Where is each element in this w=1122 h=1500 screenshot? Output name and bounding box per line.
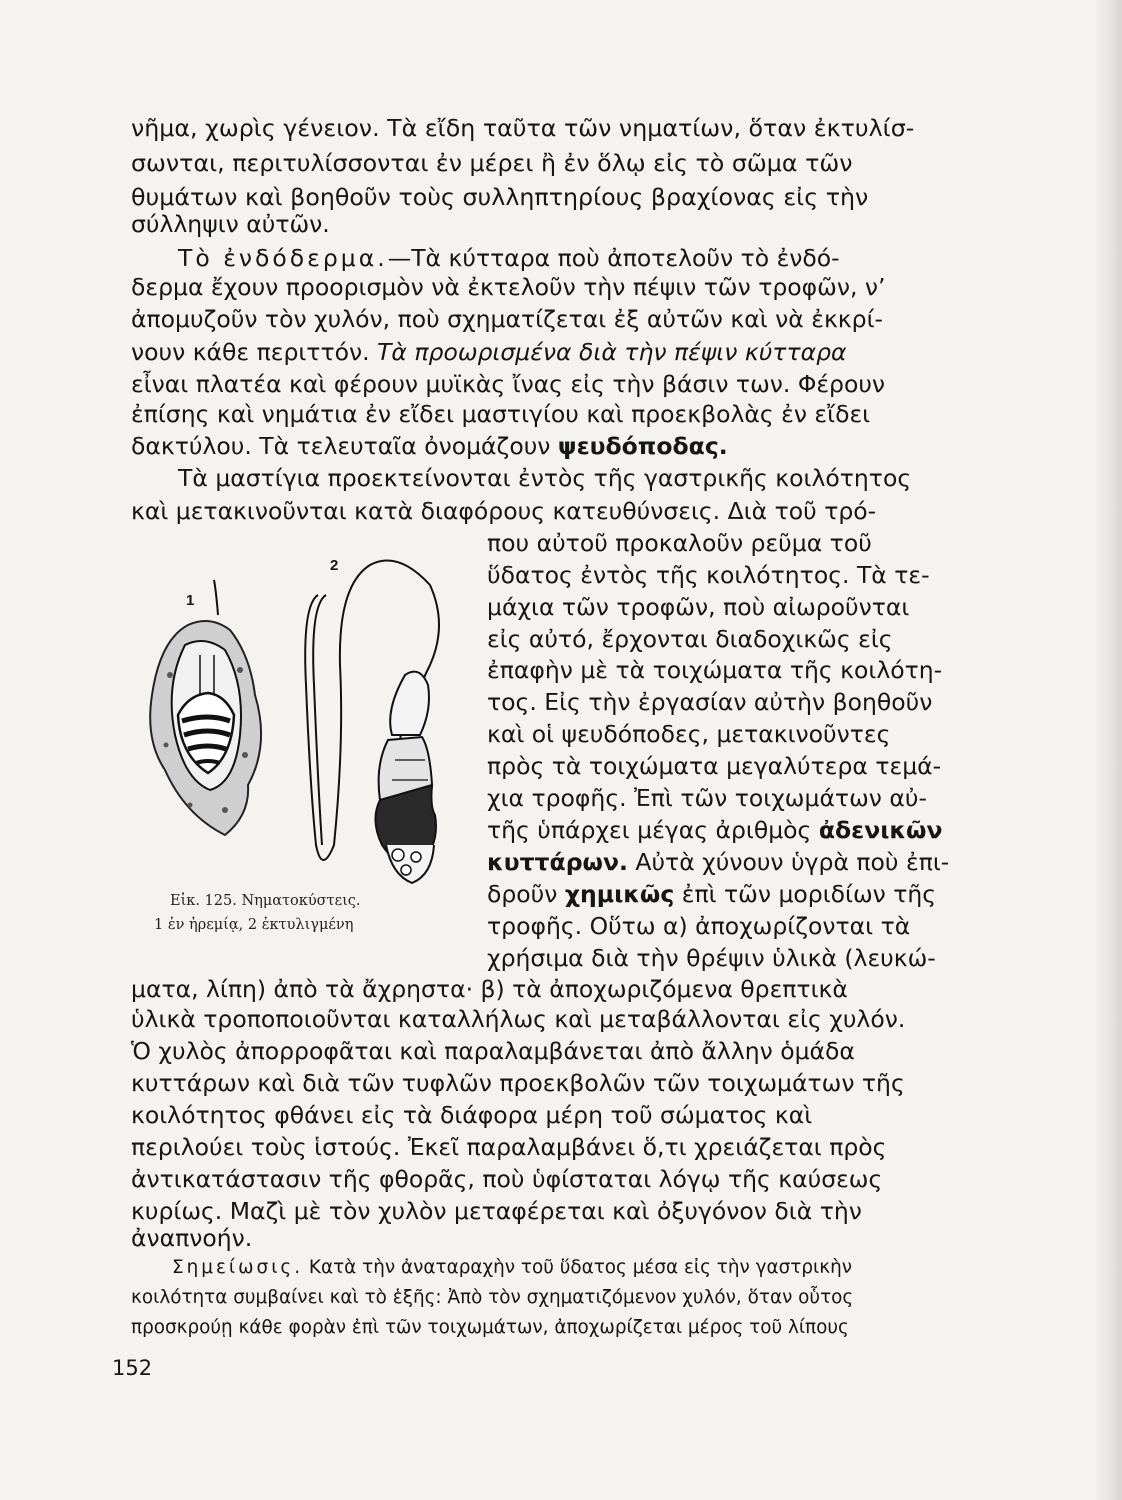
bold-term: ἀδενικῶν xyxy=(818,816,943,844)
right-column-line: μάχια τῶν τροφῶν, ποὺ αἰωροῦνται xyxy=(487,593,910,621)
body-line: ἀντικατάστασιν τῆς φθορᾶς, ποὺ ὑφίσταται λόγῳ τῆς καύσεως xyxy=(131,1165,883,1193)
body-line: ματα, λίπη) ἀπὸ τὰ ἄχρηστα· β) τὰ ἀποχωριζόμενα θρεπτικὰ xyxy=(131,975,848,1003)
note-line: προσκρούῃ κάθε φορὰν ἐπὶ τῶν τοιχωμάτων, ἀποχωρίζεται μέρος τοῦ λίπους xyxy=(131,1317,849,1338)
right-column-line: χια τροφῆς. Ἐπὶ τῶν τοιχωμάτων αὐ- xyxy=(487,784,927,812)
body-line: ὑλικὰ τροποποιοῦνται καταλλήλως καὶ μεταβάλλονται εἰς χυλόν. xyxy=(131,1005,906,1033)
endoderm-heading: Τὸ ἐνδόδερμα. xyxy=(178,244,388,272)
body-line: εἶναι πλατέα καὶ φέρουν μυϊκὰς ἴνας εἰς τὴν βάσιν των. Φέρουν xyxy=(131,370,886,398)
right-column-line-mixed xyxy=(487,880,936,908)
right-column-line: τροφῆς. Οὕτω α) ἀποχωρίζονται τὰ xyxy=(487,912,911,940)
bold-term: κυττάρων. xyxy=(487,848,628,876)
body-line: Τὰ μαστίγια προεκτείνονται ἐντὸς τῆς γαστρικῆς κοιλότητος xyxy=(178,464,912,492)
body-line-mixed xyxy=(131,338,847,366)
bold-term: χημικῶς xyxy=(564,880,675,908)
nematocyst-illustration xyxy=(130,545,470,885)
body-line: Ὁ χυλὸς ἀπορροφᾶται καὶ παραλαμβάνεται ἀπὸ ἄλλην ὁμάδα xyxy=(131,1037,855,1065)
right-column-line-mixed xyxy=(487,816,943,844)
endoderm-line-1 xyxy=(178,244,840,272)
figure-label-1: 1 xyxy=(186,592,195,609)
body-text: Αὐτὰ χύνουν ὑγρὰ ποὺ ἐπι- xyxy=(635,848,950,876)
note-heading: Σημείωσις. xyxy=(172,1257,304,1278)
endoderm-text: —Τὰ κύτταρα ποὺ ἀποτελοῦν τὸ ἐνδό- xyxy=(387,244,840,272)
body-text: νουν κάθε περιττόν. xyxy=(131,338,370,366)
body-line: καὶ μετακινοῦνται κατὰ διαφόρους κατευθύνσεις. Διὰ τοῦ τρό- xyxy=(131,497,877,525)
body-line: θυμάτων καὶ βοηθοῦν τοὺς συλληπτηρίους βραχίονας εἰς τὴν xyxy=(131,183,869,211)
right-column-line: ἐπαφὴν μὲ τὰ τοιχώματα τῆς κοιλότη- xyxy=(487,656,943,684)
bold-term: ψευδόποδας. xyxy=(557,432,728,460)
nematocyst-discharged xyxy=(305,561,439,884)
body-line: ἐπίσης καὶ νημάτια ἐν εἴδει μαστιγίου καὶ προεκβολὰς ἐν εἴδει xyxy=(131,400,871,428)
right-column-line: τος. Εἰς τὴν ἐργασίαν αὐτὴν βοηθοῦν xyxy=(487,688,933,716)
page-number: 152 xyxy=(112,1356,153,1380)
body-text: τῆς ὑπάρχει μέγας ἀριθμὸς xyxy=(487,816,812,844)
italic-text: Τὰ προωρισμένα διὰ τὴν πέψιν κύτταρα xyxy=(377,338,847,366)
nematocyst-at-rest xyxy=(150,580,261,835)
note-text: Κατὰ τὴν ἀναταραχὴν τοῦ ὕδατος μέσα εἰς τὴν γαστρικὴν xyxy=(308,1257,853,1278)
right-column-line: χρήσιμα διὰ τὴν θρέψιν ὑλικὰ (λευκώ- xyxy=(487,944,936,972)
body-line: κοιλότητος φθάνει εἰς τὰ διάφορα μέρη τοῦ σώματος καὶ xyxy=(131,1101,813,1129)
body-line: νῆμα, χωρὶς γένειον. Τὰ εἴδη ταῦτα τῶν νηματίων, ὅταν ἐκτυλίσ- xyxy=(131,114,915,142)
right-column-line: καὶ οἱ ψευδόποδες, μετακινοῦντες xyxy=(487,720,891,748)
body-line: περιλούει τοὺς ἱστούς. Ἐκεῖ παραλαμβάνει ὅ,τι χρειάζεται πρὸς xyxy=(131,1133,887,1161)
body-line: κυττάρων καὶ διὰ τῶν τυφλῶν προεκβολῶν τῶν τοιχωμάτων τῆς xyxy=(131,1069,905,1097)
body-line: ἀναπνοήν. xyxy=(131,1224,253,1252)
nematocyst-figure xyxy=(130,545,470,933)
body-text: δροῦν xyxy=(487,880,558,908)
right-column-line-mixed xyxy=(487,848,949,876)
right-column-line: που αὐτοῦ προκαλοῦν ρεῦμα τοῦ xyxy=(487,529,872,557)
right-column-line: πρὸς τὰ τοιχώματα μεγαλύτερα τεμά- xyxy=(487,752,942,780)
body-line: ἀπομυζοῦν τὸν χυλόν, ποὺ σχηματίζεται ἐξ αὐτῶν καὶ νὰ ἐκκρί- xyxy=(131,305,883,333)
body-line: σωνται, περιτυλίσσονται ἐν μέρει ἢ ἐν ὅλῳ εἰς τὸ σῶμα τῶν xyxy=(131,149,853,177)
body-text: δακτύλου. Τὰ τελευταῖα ὀνομάζουν xyxy=(131,432,551,460)
figure-label-2: 2 xyxy=(330,557,339,574)
body-text: ἐπὶ τῶν μοριδίων τῆς xyxy=(681,880,937,908)
figure-caption-line-1: Εἰκ. 125. Νηματοκύστεις. xyxy=(170,893,361,909)
right-column-line: εἰς αὐτό, ἔρχονται διαδοχικῶς εἰς xyxy=(487,625,893,653)
body-line: κυρίως. Μαζὶ μὲ τὸν χυλὸν μεταφέρεται καὶ ὀξυγόνον διὰ τὴν xyxy=(131,1197,862,1225)
body-line: σύλληψιν αὐτῶν. xyxy=(131,210,330,238)
note-line: κοιλότητα συμβαίνει καὶ τὸ ἑξῆς: Ἀπὸ τὸν σχηματιζόμενον χυλόν, ὅταν οὗτος xyxy=(131,1287,854,1308)
body-line: δερμα ἔχουν προορισμὸν νὰ ἐκτελοῦν τὴν πέψιν τῶν τροφῶν, ν’ xyxy=(131,273,886,301)
right-column-line: ὕδατος ἐντὸς τῆς κοιλότητος. Τὰ τε- xyxy=(487,561,930,589)
body-line-mixed xyxy=(131,432,728,460)
note-line-1 xyxy=(172,1256,852,1280)
figure-caption-line-2: 1 ἐν ἠρεμίᾳ, 2 ἐκτυλιγμένη xyxy=(154,917,354,933)
page-edge-shadow xyxy=(1092,0,1122,1500)
